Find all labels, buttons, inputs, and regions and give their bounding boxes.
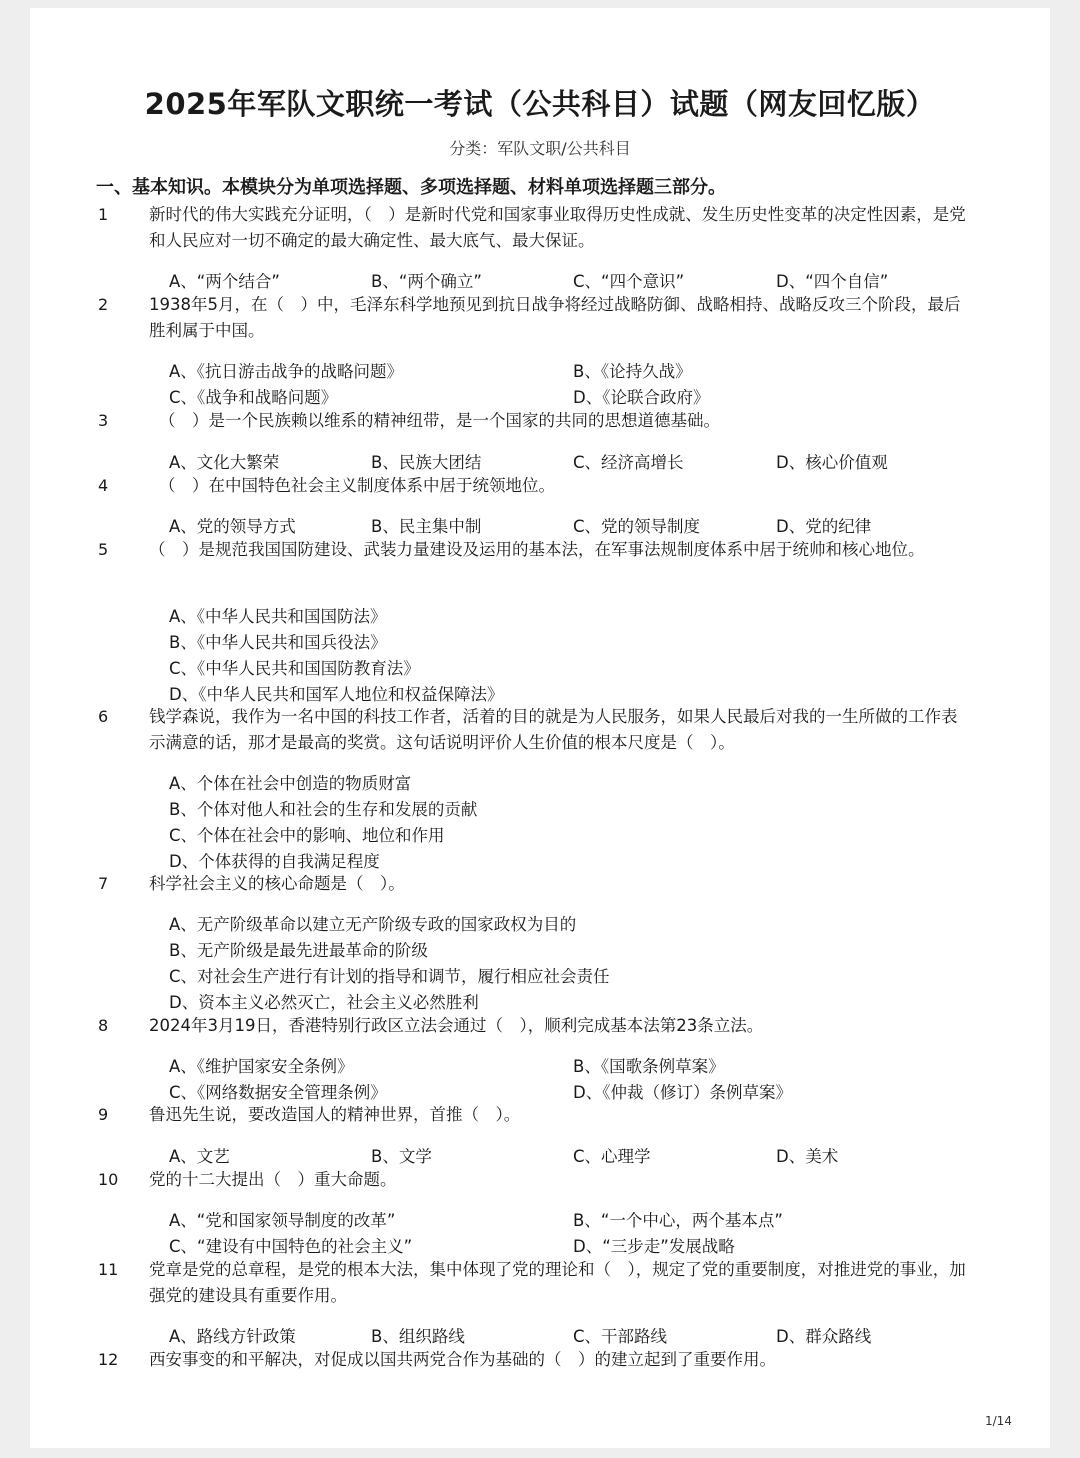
- question-number: 10: [98, 1170, 119, 1189]
- question-text: （ ）在中国特色社会主义制度体系中居于统领地位。: [159, 476, 555, 495]
- option-b: B、“两个确立”: [371, 272, 482, 291]
- option-a: A、《维护国家安全条例》: [169, 1057, 354, 1076]
- question-text: 鲁迅先生说，要改造国人的精神世界，首推（ ）。: [149, 1105, 521, 1124]
- question-number: 4: [98, 476, 109, 495]
- option-d: D、“四个自信”: [776, 272, 889, 291]
- question-number: 12: [98, 1350, 119, 1369]
- option-d: D、党的纪律: [776, 517, 872, 536]
- category-line: 分类：军队文职/公共科目: [449, 139, 631, 158]
- page-number: 1/14: [985, 1414, 1012, 1428]
- option-d: D、《仲裁（修订）条例草案》: [573, 1083, 792, 1102]
- option-b: B、民主集中制: [371, 517, 482, 536]
- question-text: 1938年5月，在（ ）中，毛泽东科学地预见到抗日战争将经过战略防御、战略相持、战略反攻三个阶段，最后胜利属于中国。: [149, 295, 961, 340]
- option-b: B、组织路线: [371, 1327, 465, 1346]
- option-b: B、文学: [371, 1147, 432, 1166]
- option-c: C、心理学: [573, 1147, 651, 1166]
- question-number: 3: [98, 411, 109, 430]
- question-text: 新时代的伟大实践充分证明，（ ）是新时代党和国家事业取得历史性成就、发生历史性变革的决定性因素，是党和人民应对一切不确定的最大确定性、最大底气、最大保证。: [149, 205, 966, 250]
- option-a: A、文化大繁荣: [169, 453, 280, 472]
- option-a: A、文艺: [169, 1147, 230, 1166]
- option-b: B、《国歌条例草案》: [573, 1057, 725, 1076]
- option-a: A、《中华人民共和国国防法》: [169, 607, 387, 626]
- option-c: C、个体在社会中的影响、地位和作用: [169, 826, 445, 845]
- option-b: B、《论持久战》: [573, 362, 692, 381]
- option-d: D、《中华人民共和国军人地位和权益保障法》: [169, 685, 504, 704]
- option-c: C、对社会生产进行有计划的指导和调节，履行相应社会责任: [169, 967, 610, 986]
- option-a: A、“两个结合”: [169, 272, 280, 291]
- page-title: 2025年军队文职统一考试（公共科目）试题（网友回忆版）: [144, 87, 936, 121]
- option-c: C、经济高增长: [573, 453, 684, 472]
- option-a: A、路线方针政策: [169, 1327, 296, 1346]
- question-text: 科学社会主义的核心命题是（ ）。: [149, 874, 405, 893]
- question-text: 党的十二大提出（ ）重大命题。: [149, 1170, 397, 1189]
- option-b: B、《中华人民共和国兵役法》: [169, 633, 387, 652]
- option-c: C、“四个意识”: [573, 272, 685, 291]
- question-number: 9: [98, 1105, 109, 1124]
- question-text: 钱学森说，我作为一名中国的科技工作者，活着的目的就是为人民服务，如果人民最后对我的一生所做的工作表示满意的话，那才是最高的奖赏。这句话说明评价人生价值的根本尺度是（ ）。: [149, 707, 958, 752]
- option-b: B、“一个中心，两个基本点”: [573, 1211, 783, 1230]
- option-c: C、《网络数据安全管理条例》: [169, 1083, 387, 1102]
- option-b: B、无产阶级是最先进最革命的阶级: [169, 941, 428, 960]
- option-c: C、干部路线: [573, 1327, 668, 1346]
- question-text: 党章是党的总章程，是党的根本大法，集中体现了党的理论和（ ），规定了党的重要制度，对推进党的事业，加强党的建设具有重要作用。: [149, 1260, 966, 1305]
- option-c: C、《战争和战略问题》: [169, 388, 338, 407]
- question-number: 7: [98, 874, 109, 893]
- option-c: C、“建设有中国特色的社会主义”: [169, 1237, 413, 1256]
- option-b: B、民族大团结: [371, 453, 482, 472]
- question-text: （ ）是规范我国国防建设、武装力量建设及运用的基本法，在军事法规制度体系中居于统帅和核心地位。: [149, 540, 925, 559]
- option-d: D、《论联合政府》: [573, 388, 710, 407]
- option-b: B、个体对他人和社会的生存和发展的贡献: [169, 800, 478, 819]
- question-number: 8: [98, 1016, 109, 1035]
- question-text: 2024年3月19日，香港特别行政区立法会通过（ ），顺利完成基本法第23条立法。: [149, 1016, 764, 1035]
- option-d: D、“三步走”发展战略: [573, 1237, 735, 1256]
- option-d: D、核心价值观: [776, 453, 888, 472]
- option-a: A、党的领导方式: [169, 517, 296, 536]
- option-a: A、《抗日游击战争的战略问题》: [169, 362, 404, 381]
- option-a: A、个体在社会中创造的物质财富: [169, 774, 412, 793]
- option-c: C、《中华人民共和国国防教育法》: [169, 659, 420, 678]
- option-d: D、美术: [776, 1147, 839, 1166]
- section-heading: 一、基本知识。本模块分为单项选择题、多项选择题、材料单项选择题三部分。: [96, 177, 726, 198]
- option-a: A、无产阶级革命以建立无产阶级专政的国家政权为目的: [169, 915, 577, 934]
- question-number: 11: [98, 1260, 119, 1279]
- question-number: 5: [98, 540, 109, 559]
- option-c: C、党的领导制度: [573, 517, 701, 536]
- question-text: （ ）是一个民族赖以维系的精神纽带，是一个国家的共同的思想道德基础。: [159, 411, 720, 430]
- question-number: 2: [98, 295, 109, 314]
- option-a: A、“党和国家领导制度的改革”: [169, 1211, 396, 1230]
- question-text: 西安事变的和平解决，对促成以国共两党合作为基础的（ ）的建立起到了重要作用。: [149, 1350, 776, 1369]
- question-number: 1: [98, 205, 109, 224]
- option-d: D、个体获得的自我满足程度: [169, 852, 380, 871]
- question-number: 6: [98, 707, 109, 726]
- document-page: [30, 8, 1050, 1448]
- option-d: D、群众路线: [776, 1327, 872, 1346]
- option-d: D、资本主义必然灭亡，社会主义必然胜利: [169, 993, 479, 1012]
